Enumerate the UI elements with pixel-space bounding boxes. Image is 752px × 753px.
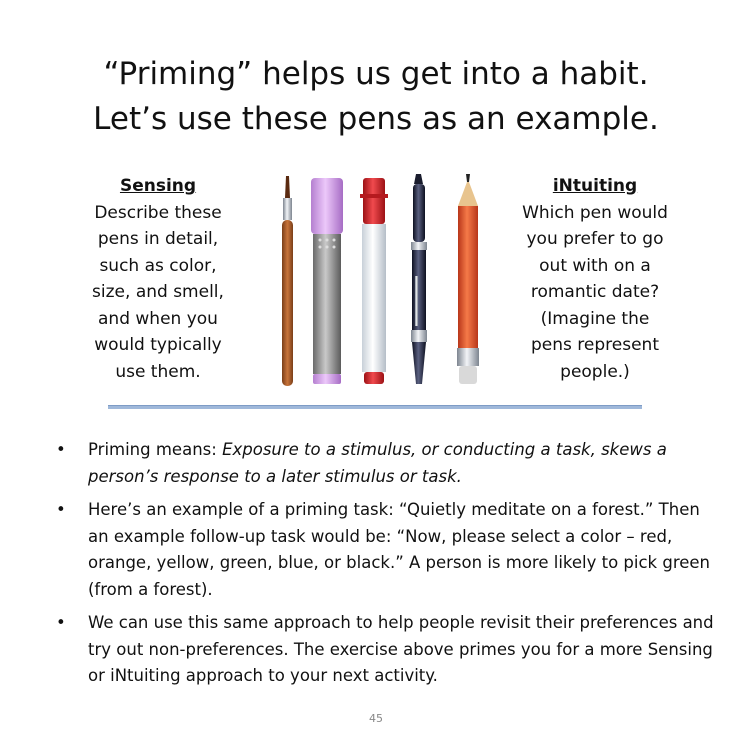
marker-icon [360,178,388,384]
divider [108,405,642,409]
sensing-line: size, and smell, [92,282,224,302]
bullet-marker: • [56,440,66,459]
sensing-heading: Sensing [119,176,197,196]
sensing-line: such as color, [99,255,217,276]
sensing-column [68,173,248,385]
sensing-line: and when you [98,308,218,329]
bullet-text: Here’s an example of a priming task: “Quietly meditate on a forest.” Then an example follow-up task would be: “Now, please select a color – red, orange, yellow, green, blue, or black.” A person is more likely to pick green (from a forest). [88,500,711,599]
intuiting-heading: iNtuiting [552,176,638,196]
intuiting-line: people.) [560,361,630,382]
bullet-marker: • [56,500,66,519]
intuiting-line: (Imagine the [540,308,650,329]
list-item [56,610,716,690]
brush-icon [282,176,293,386]
list-item [56,437,716,490]
page-title [0,52,752,142]
bullet-definition: Exposure to a stimulus, or conducting a task, skews a person’s response to a later stimulus or task. [88,440,667,486]
bullet-intro: Priming means: [88,440,223,459]
intuiting-line: romantic date? [530,282,660,302]
title-line-1: “Priming” helps us get into a habit. [103,56,649,92]
pen-icon [411,174,427,384]
bullet-text: We can use this same approach to help people revisit their preferences and try out non-preferences. The exercise above primes you for a more Sensing or iNtuiting approach to your next activity. [88,613,714,685]
pens-illustration [268,168,500,394]
bullet-list [56,437,716,697]
page-number: 45 [369,712,383,725]
intuiting-line: pens represent [531,335,659,355]
intuiting-column [505,173,685,385]
sensing-line: would typically [94,335,222,355]
sensing-line: pens in detail, [97,229,219,249]
list-item [56,497,716,603]
intuiting-line: out with on a [539,255,651,276]
bullet-marker: • [56,613,66,632]
pencil-icon [457,174,479,384]
intuiting-line: Which pen would [522,202,668,223]
sensing-line: use them. [115,361,201,382]
title-line-2: Let’s use these pens as an example. [93,101,659,137]
intuiting-line: you prefer to go [526,229,664,249]
highlighter-icon [311,178,343,384]
sensing-line: Describe these [94,202,222,223]
